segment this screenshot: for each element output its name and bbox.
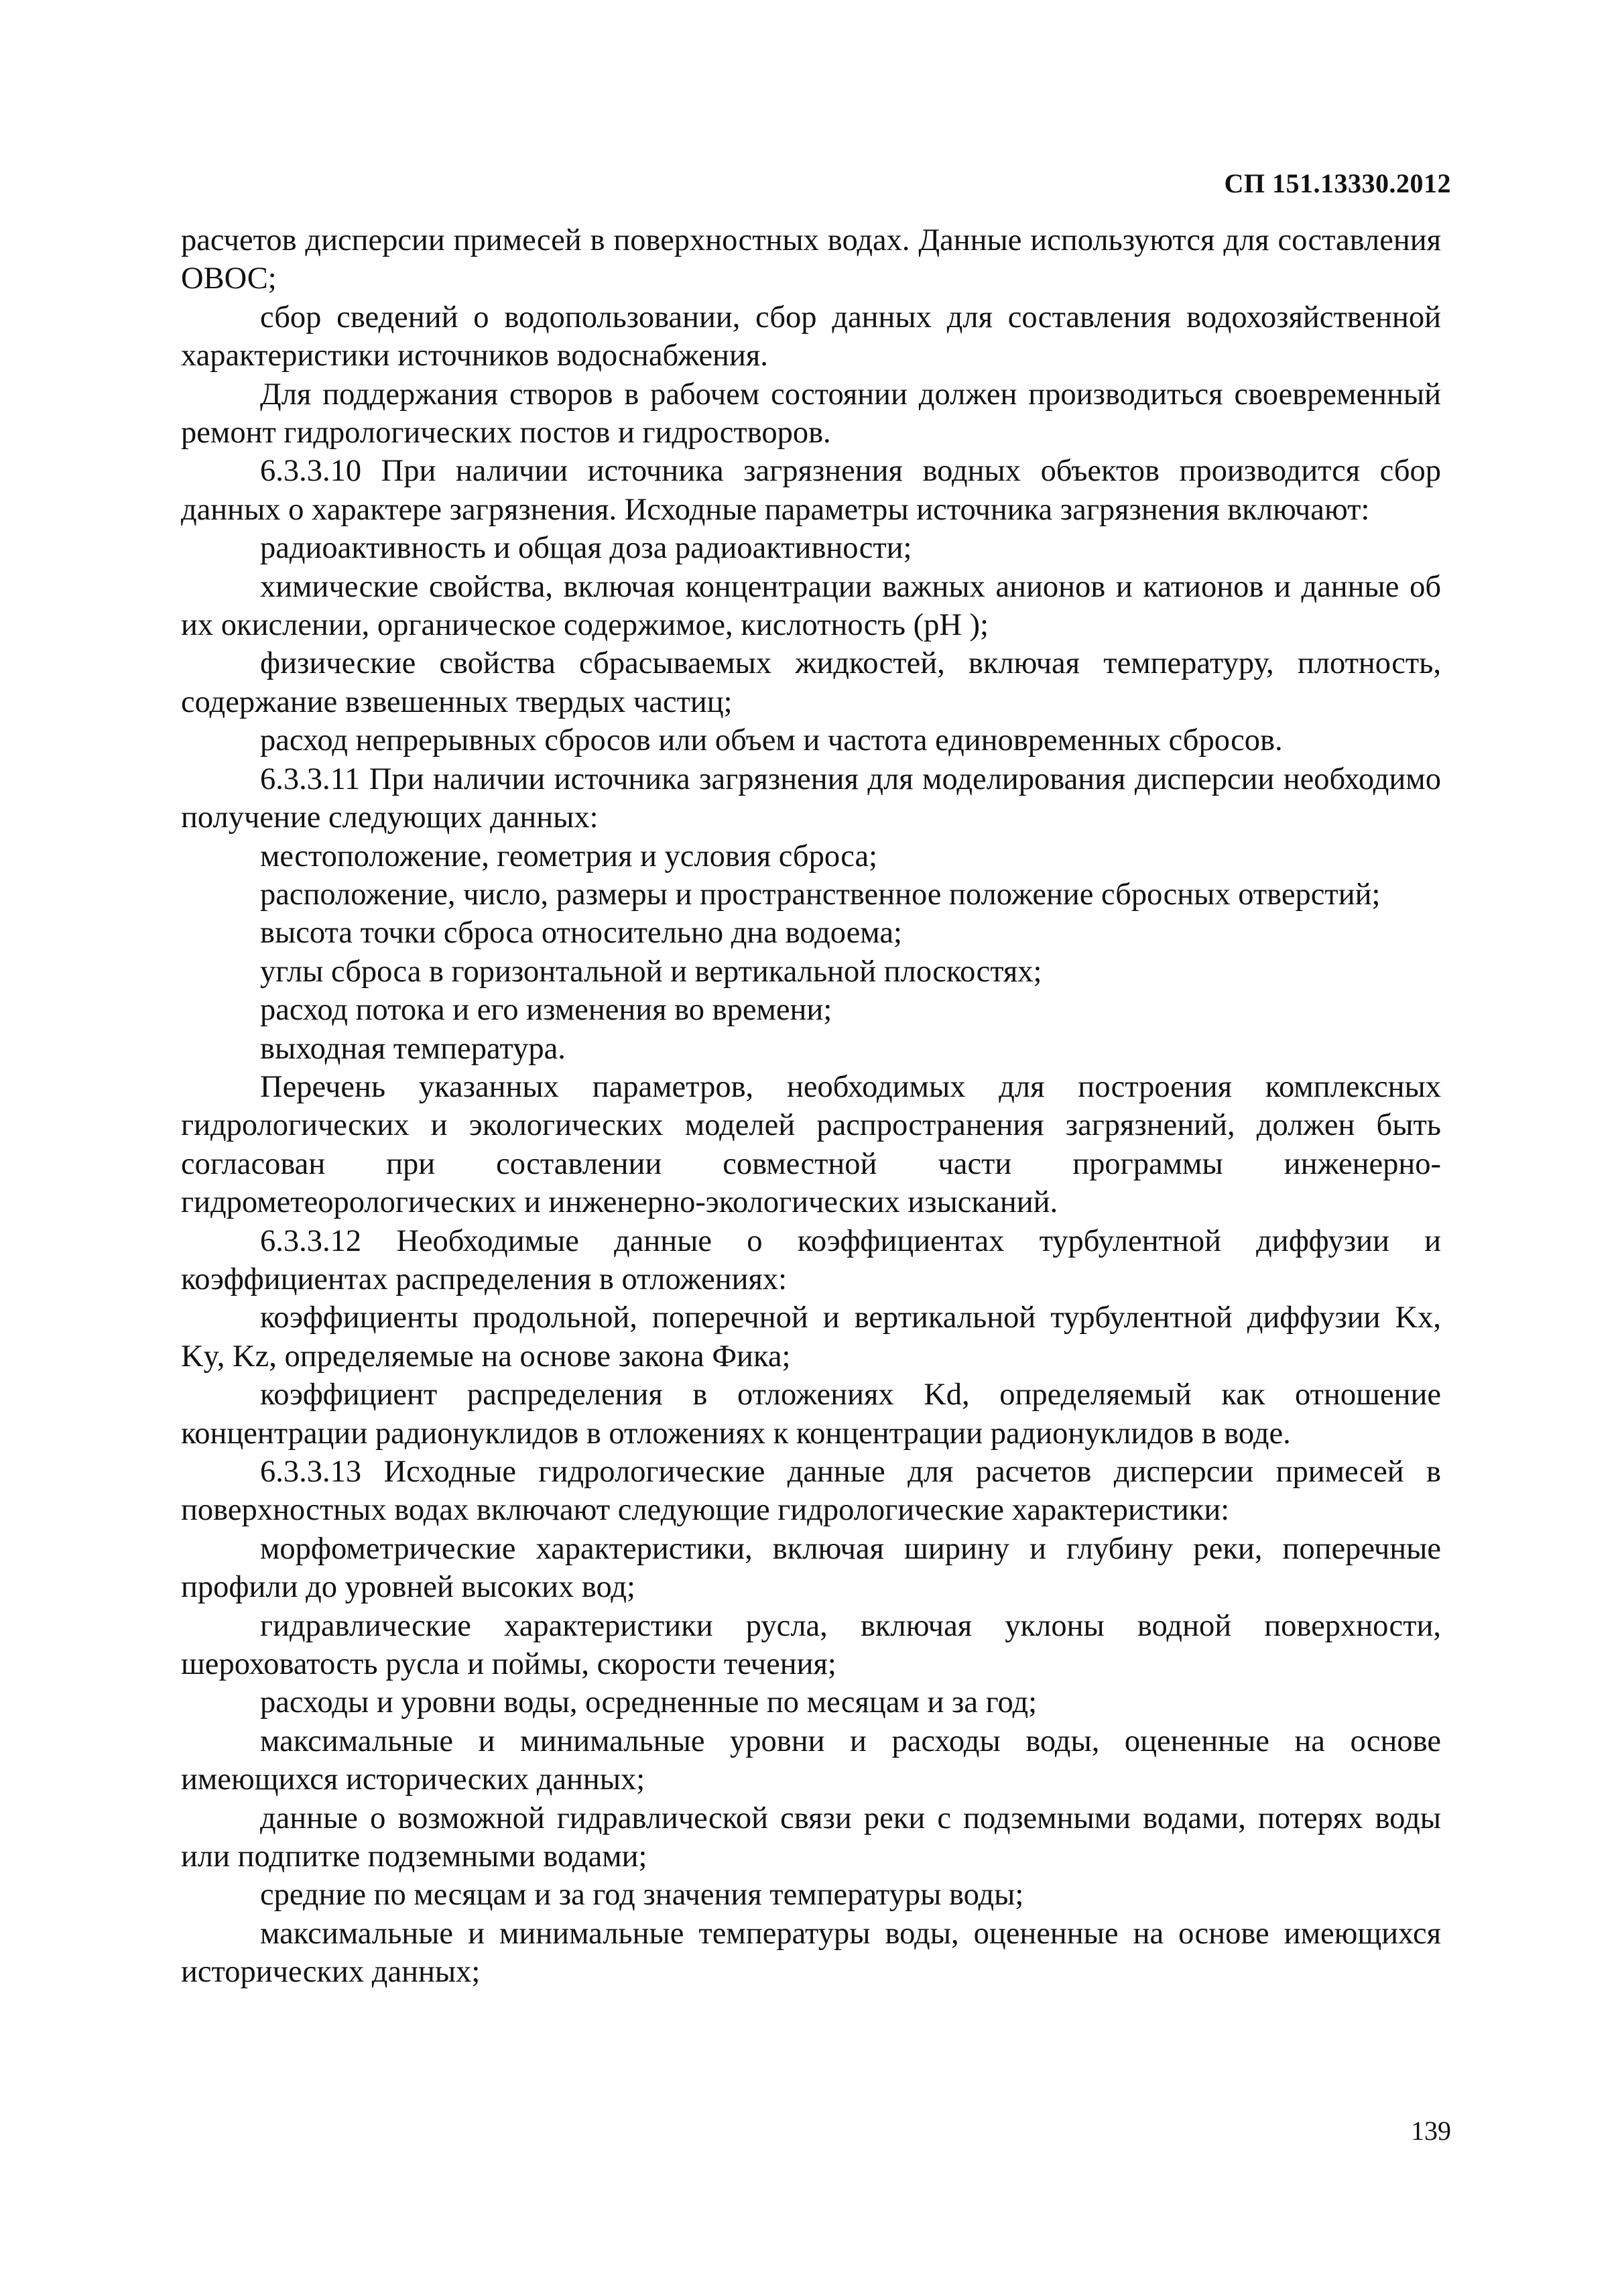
- paragraph: сбор сведений о водопользовании, сбор данных для составления водохозяйственной характеристики источников водоснабжения.: [181, 300, 1441, 373]
- list-item: расположение, число, размеры и пространственное положение сбросных отверстий;: [260, 877, 1381, 912]
- paragraph: Перечень указанных параметров, необходимых для построения комплексных гидрологических и экологических моделей распространения загрязнений, должен быть согласован при составлении совместной части программы инженерно-гидрометеорологических и инженерно-экологических изысканий.: [181, 1069, 1441, 1220]
- list-item: расходы и уровни воды, осредненные по месяцам и за год;: [260, 1685, 1038, 1720]
- list-item: морфометрические характеристики, включая ширину и глубину реки, поперечные профили до уровней высоких вод;: [181, 1531, 1441, 1605]
- list-item: высота точки сброса относительно дна водоема;: [260, 916, 902, 951]
- page-number: 139: [1411, 2116, 1451, 2146]
- section-paragraph: 6.3.3.11 При наличии источника загрязнения для моделирования дисперсии необходимо получение следующих данных:: [181, 762, 1441, 835]
- list-item: коэффициенты продольной, поперечной и вертикальной турбулентной диффузии Kx, Ky, Kz, определяемые на основе закона Фика;: [181, 1301, 1441, 1374]
- list-item: физические свойства сбрасываемых жидкостей, включая температуру, плотность, содержание взвешенных твердых частиц;: [181, 646, 1441, 719]
- list-item: местоположение, геометрия и условия сброса;: [260, 839, 878, 873]
- list-item: расход непрерывных сбросов или объем и частота единовременных сбросов.: [260, 723, 1283, 758]
- list-item: выходная температура.: [260, 1031, 566, 1066]
- list-item: расход потока и его изменения во времени;: [260, 993, 832, 1028]
- paragraph: расчетов дисперсии примесей в поверхностных водах. Данные используются для составления ОВОС;: [181, 223, 1441, 296]
- list-item: химические свойства, включая концентрации важных анионов и катионов и данные об их окислении, органическое содержимое, кислотность (pH );: [181, 569, 1441, 643]
- section-paragraph: 6.3.3.13 Исходные гидрологические данные для расчетов дисперсии примесей в поверхностных водах включают следующие гидрологические характеристики:: [181, 1455, 1441, 1528]
- list-item: средние по месяцам и за год значения температуры воды;: [260, 1878, 1024, 1913]
- list-item: углы сброса в горизонтальной и вертикальной плоскостях;: [260, 954, 1042, 989]
- list-item: данные о возможной гидравлической связи реки с подземными водами, потерях воды или подпитке подземными водами;: [181, 1801, 1441, 1874]
- document-code-header: СП 151.13330.2012: [1224, 168, 1451, 198]
- paragraph: Для поддержания створов в рабочем состоянии должен производиться своевременный ремонт гидрологических постов и гидростворов.: [181, 377, 1441, 450]
- list-item: коэффициент распределения в отложениях Kd, определяемый как отношение концентрации радионуклидов в отложениях к концентрации радионуклидов в воде.: [181, 1378, 1441, 1451]
- section-paragraph: 6.3.3.12 Необходимые данные о коэффициентах турбулентной диффузии и коэффициентах распределения в отложениях:: [181, 1223, 1441, 1296]
- list-item: гидравлические характеристики русла, включая уклоны водной поверхности, шероховатость русла и поймы, скорости течения;: [181, 1608, 1441, 1682]
- document-body: [181, 221, 1441, 1992]
- list-item: максимальные и минимальные температуры воды, оцененные на основе имеющихся исторических данных;: [181, 1916, 1441, 1990]
- list-item: радиоактивность и общая доза радиоактивности;: [260, 531, 912, 566]
- section-paragraph: 6.3.3.10 При наличии источника загрязнения водных объектов производится сбор данных о характере загрязнения. Исходные параметры источника загрязнения включают:: [181, 454, 1441, 527]
- list-item: максимальные и минимальные уровни и расходы воды, оцененные на основе имеющихся исторических данных;: [181, 1724, 1441, 1797]
